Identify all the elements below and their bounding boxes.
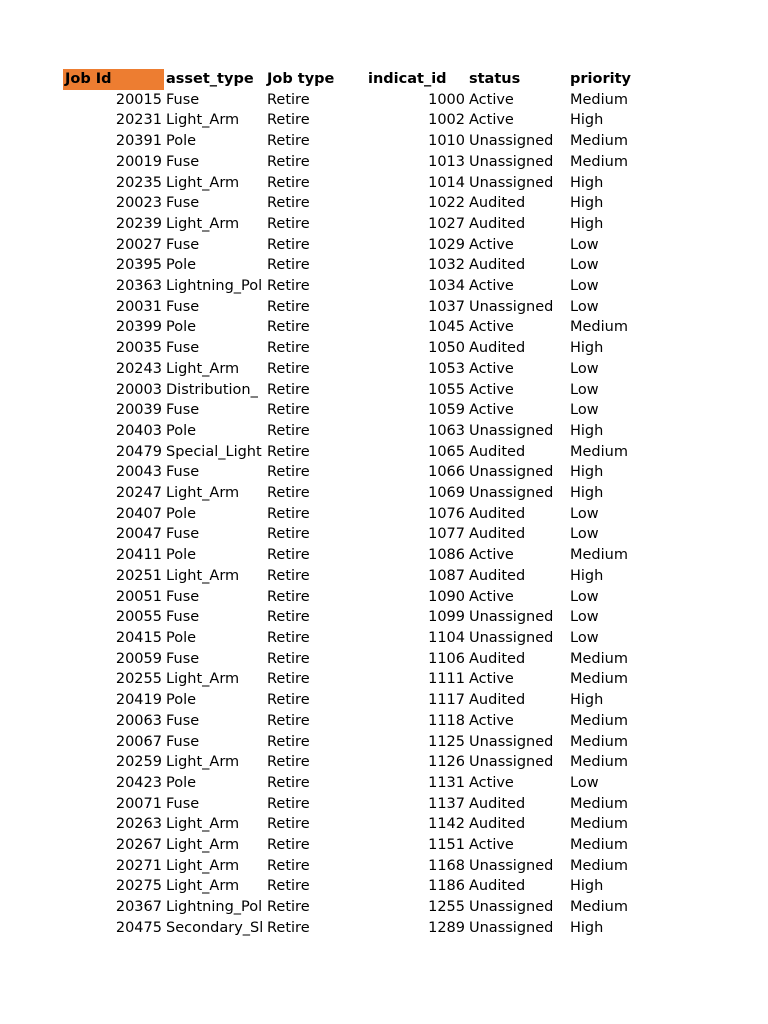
- table-row: [63, 359, 669, 380]
- table-row: [63, 442, 669, 463]
- status-cell[interactable]: Audited: [469, 505, 526, 522]
- job-id-cell[interactable]: 20043: [115, 464, 162, 481]
- asset-type-cell[interactable]: Pole: [166, 319, 197, 336]
- job-id-cell[interactable]: 20399: [115, 319, 162, 336]
- indicat-id-cell[interactable]: 1069: [428, 485, 465, 502]
- job-id-cell[interactable]: 20395: [115, 257, 162, 274]
- table-row: [63, 214, 669, 235]
- status-cell[interactable]: Active: [469, 236, 514, 253]
- status-cell[interactable]: Audited: [469, 650, 526, 667]
- job-id-cell[interactable]: 20479: [115, 443, 162, 460]
- indicat-id-cell[interactable]: 1063: [428, 422, 465, 439]
- asset-type-cell[interactable]: Pole: [166, 505, 197, 522]
- job-id-cell[interactable]: 20047: [115, 526, 162, 543]
- status-cell[interactable]: Unassigned: [469, 857, 554, 874]
- table-row: [63, 193, 669, 214]
- status-cell[interactable]: Unassigned: [469, 464, 554, 481]
- job-type-cell[interactable]: Retire: [267, 360, 310, 377]
- table-row: [63, 338, 669, 359]
- header-indicat-id[interactable]: indicat_id: [368, 71, 447, 87]
- indicat-id-cell[interactable]: 1059: [428, 402, 465, 419]
- indicat-id-cell[interactable]: 1118: [428, 712, 465, 729]
- priority-cell[interactable]: Medium: [570, 133, 628, 150]
- status-cell[interactable]: Audited: [469, 443, 526, 460]
- asset-type-cell[interactable]: Pole: [166, 422, 197, 439]
- asset-type-cell[interactable]: Pole: [166, 692, 197, 709]
- table-row: [63, 276, 669, 297]
- priority-cell[interactable]: Low: [570, 629, 599, 646]
- table-row: [63, 814, 669, 835]
- indicat-id-cell[interactable]: 1142: [428, 816, 465, 833]
- asset-type-cell[interactable]: Light_Arm: [166, 112, 240, 129]
- table-row: [63, 876, 669, 897]
- job-type-cell[interactable]: Retire: [267, 133, 310, 150]
- asset-type-cell[interactable]: Fuse: [166, 153, 200, 170]
- job-id-cell[interactable]: 20415: [115, 629, 162, 646]
- priority-cell[interactable]: Low: [570, 402, 599, 419]
- status-cell[interactable]: Audited: [469, 257, 526, 274]
- job-id-cell[interactable]: 20015: [115, 91, 162, 108]
- job-type-cell[interactable]: Retire: [267, 381, 310, 398]
- table-row: [63, 421, 669, 442]
- priority-cell[interactable]: Medium: [570, 857, 628, 874]
- asset-type-cell[interactable]: Light_Arm: [166, 174, 240, 191]
- priority-cell[interactable]: Medium: [570, 91, 628, 108]
- job-id-cell[interactable]: 20235: [115, 174, 162, 191]
- status-cell[interactable]: Unassigned: [469, 422, 554, 439]
- job-id-cell[interactable]: 20003: [115, 381, 162, 398]
- status-cell[interactable]: Active: [469, 402, 514, 419]
- job-id-cell[interactable]: 20039: [115, 402, 162, 419]
- job-id-cell[interactable]: 20391: [115, 133, 162, 150]
- priority-cell[interactable]: Medium: [570, 443, 628, 460]
- priority-cell[interactable]: High: [570, 112, 604, 129]
- indicat-id-cell[interactable]: 1099: [428, 609, 465, 626]
- asset-type-cell[interactable]: Light_Arm: [166, 837, 240, 854]
- asset-type-cell[interactable]: Light_Arm: [166, 878, 240, 895]
- job-id-cell[interactable]: 20403: [115, 422, 162, 439]
- table-row: [63, 504, 669, 525]
- job-type-cell[interactable]: Retire: [267, 733, 310, 750]
- priority-cell[interactable]: High: [570, 422, 604, 439]
- status-cell[interactable]: Active: [469, 774, 514, 791]
- job-type-cell[interactable]: Retire: [267, 795, 310, 812]
- job-type-cell[interactable]: Retire: [267, 547, 310, 564]
- job-id-cell[interactable]: 20055: [115, 609, 162, 626]
- indicat-id-cell[interactable]: 1106: [428, 650, 465, 667]
- priority-cell[interactable]: Low: [570, 360, 599, 377]
- table-row: [63, 587, 669, 608]
- status-cell[interactable]: Unassigned: [469, 153, 554, 170]
- job-id-cell[interactable]: 20035: [115, 340, 162, 357]
- asset-type-cell[interactable]: Fuse: [166, 526, 200, 543]
- priority-cell[interactable]: High: [570, 567, 604, 584]
- asset-type-cell[interactable]: Light_Arm: [166, 816, 240, 833]
- job-type-cell[interactable]: Retire: [267, 609, 310, 626]
- job-type-cell[interactable]: Retire: [267, 650, 310, 667]
- job-id-cell[interactable]: 20239: [115, 215, 162, 232]
- job-type-cell[interactable]: Retire: [267, 505, 310, 522]
- job-type-cell[interactable]: Retire: [267, 526, 310, 543]
- indicat-id-cell[interactable]: 1053: [428, 360, 465, 377]
- asset-type-cell[interactable]: Fuse: [166, 650, 200, 667]
- job-type-cell[interactable]: Retire: [267, 298, 310, 315]
- job-type-cell[interactable]: Retire: [267, 692, 310, 709]
- priority-cell[interactable]: High: [570, 485, 604, 502]
- asset-type-cell[interactable]: Pole: [166, 774, 197, 791]
- table-row: [63, 297, 669, 318]
- table-row: [63, 483, 669, 504]
- asset-type-cell[interactable]: Light_Arm: [166, 671, 240, 688]
- priority-cell[interactable]: Medium: [570, 795, 628, 812]
- priority-cell[interactable]: High: [570, 174, 604, 191]
- job-type-cell[interactable]: Retire: [267, 422, 310, 439]
- job-type-cell[interactable]: Retire: [267, 257, 310, 274]
- asset-type-cell[interactable]: Distribution_: [166, 381, 258, 398]
- asset-type-cell[interactable]: Fuse: [166, 712, 200, 729]
- job-id-cell[interactable]: 20051: [115, 588, 162, 605]
- priority-cell[interactable]: High: [570, 464, 604, 481]
- job-id-cell[interactable]: 20423: [115, 774, 162, 791]
- priority-cell[interactable]: Low: [570, 588, 599, 605]
- status-cell[interactable]: Unassigned: [469, 174, 554, 191]
- status-cell[interactable]: Active: [469, 91, 514, 108]
- asset-type-cell[interactable]: Fuse: [166, 91, 200, 108]
- job-table: [63, 69, 669, 939]
- job-id-cell[interactable]: 20367: [115, 899, 162, 916]
- asset-type-cell[interactable]: Light_Arm: [166, 567, 240, 584]
- table-row: [63, 835, 669, 856]
- priority-cell[interactable]: Medium: [570, 712, 628, 729]
- spreadsheet: [63, 69, 669, 939]
- asset-type-cell[interactable]: Secondary_Sl: [166, 919, 264, 936]
- job-type-cell[interactable]: Retire: [267, 195, 310, 212]
- status-cell[interactable]: Unassigned: [469, 298, 554, 315]
- indicat-id-cell[interactable]: 1168: [428, 857, 465, 874]
- asset-type-cell[interactable]: Fuse: [166, 402, 200, 419]
- job-type-cell[interactable]: Retire: [267, 174, 310, 191]
- asset-type-cell[interactable]: Light_Arm: [166, 857, 240, 874]
- indicat-id-cell[interactable]: 1137: [428, 795, 465, 812]
- indicat-id-cell[interactable]: 1013: [428, 153, 465, 170]
- priority-cell[interactable]: Medium: [570, 547, 628, 564]
- job-type-cell[interactable]: Retire: [267, 754, 310, 771]
- table-row: [63, 794, 669, 815]
- status-cell[interactable]: Active: [469, 588, 514, 605]
- indicat-id-cell[interactable]: 1034: [428, 278, 465, 295]
- table-row: [63, 400, 669, 421]
- status-cell[interactable]: Active: [469, 278, 514, 295]
- priority-cell[interactable]: Medium: [570, 837, 628, 854]
- priority-cell[interactable]: High: [570, 692, 604, 709]
- job-type-cell[interactable]: Retire: [267, 857, 310, 874]
- table-row: [63, 918, 669, 939]
- job-id-cell[interactable]: 20059: [115, 650, 162, 667]
- priority-cell[interactable]: Medium: [570, 671, 628, 688]
- table-row: [63, 545, 669, 566]
- table-row: [63, 173, 669, 194]
- job-id-cell[interactable]: 20267: [115, 837, 162, 854]
- status-cell[interactable]: Unassigned: [469, 485, 554, 502]
- status-cell[interactable]: Unassigned: [469, 754, 554, 771]
- priority-cell[interactable]: Low: [570, 236, 599, 253]
- indicat-id-cell[interactable]: 1027: [428, 215, 465, 232]
- asset-type-cell[interactable]: Fuse: [166, 588, 200, 605]
- status-cell[interactable]: Active: [469, 671, 514, 688]
- table-row: [63, 711, 669, 732]
- indicat-id-cell[interactable]: 1066: [428, 464, 465, 481]
- priority-cell[interactable]: Medium: [570, 754, 628, 771]
- job-type-cell[interactable]: Retire: [267, 91, 310, 108]
- table-row: [63, 462, 669, 483]
- asset-type-cell[interactable]: Fuse: [166, 609, 200, 626]
- job-id-cell[interactable]: 20419: [115, 692, 162, 709]
- table-row: [63, 152, 669, 173]
- indicat-id-cell[interactable]: 1125: [428, 733, 465, 750]
- job-type-cell[interactable]: Retire: [267, 236, 310, 253]
- status-cell[interactable]: Active: [469, 112, 514, 129]
- table-row: [63, 131, 669, 152]
- job-id-cell[interactable]: 20067: [115, 733, 162, 750]
- status-cell[interactable]: Unassigned: [469, 629, 554, 646]
- priority-cell[interactable]: Low: [570, 278, 599, 295]
- job-type-cell[interactable]: Retire: [267, 402, 310, 419]
- indicat-id-cell[interactable]: 1032: [428, 257, 465, 274]
- indicat-id-cell[interactable]: 1022: [428, 195, 465, 212]
- indicat-id-cell[interactable]: 1090: [428, 588, 465, 605]
- indicat-id-cell[interactable]: 1131: [428, 774, 465, 791]
- job-type-cell[interactable]: Retire: [267, 485, 310, 502]
- job-id-cell[interactable]: 20407: [115, 505, 162, 522]
- job-id-cell[interactable]: 20023: [115, 195, 162, 212]
- status-cell[interactable]: Audited: [469, 526, 526, 543]
- job-type-cell[interactable]: Retire: [267, 112, 310, 129]
- job-id-cell[interactable]: 20031: [115, 298, 162, 315]
- header-job-type[interactable]: Job type: [267, 71, 335, 87]
- job-type-cell[interactable]: Retire: [267, 919, 310, 936]
- job-id-cell[interactable]: 20027: [115, 236, 162, 253]
- asset-type-cell[interactable]: Lightning_Pol: [166, 899, 263, 916]
- priority-cell[interactable]: Medium: [570, 816, 628, 833]
- asset-type-cell[interactable]: Light_Arm: [166, 485, 240, 502]
- asset-type-cell[interactable]: Fuse: [166, 298, 200, 315]
- priority-cell[interactable]: Medium: [570, 650, 628, 667]
- table-row: [63, 690, 669, 711]
- priority-cell[interactable]: Low: [570, 774, 599, 791]
- header-status[interactable]: status: [469, 71, 521, 87]
- job-id-cell[interactable]: 20263: [115, 816, 162, 833]
- job-type-cell[interactable]: Retire: [267, 816, 310, 833]
- status-cell[interactable]: Audited: [469, 215, 526, 232]
- table-row: [63, 235, 669, 256]
- priority-cell[interactable]: Medium: [570, 153, 628, 170]
- job-type-cell[interactable]: Retire: [267, 443, 310, 460]
- job-id-cell[interactable]: 20019: [115, 153, 162, 170]
- indicat-id-cell[interactable]: 1186: [428, 878, 465, 895]
- job-type-cell[interactable]: Retire: [267, 464, 310, 481]
- status-cell[interactable]: Audited: [469, 340, 526, 357]
- indicat-id-cell[interactable]: 1000: [428, 91, 465, 108]
- status-cell[interactable]: Audited: [469, 567, 526, 584]
- indicat-id-cell[interactable]: 1104: [428, 629, 465, 646]
- table-row: [63, 669, 669, 690]
- asset-type-cell[interactable]: Fuse: [166, 195, 200, 212]
- asset-type-cell[interactable]: Pole: [166, 257, 197, 274]
- table-row: [63, 566, 669, 587]
- job-type-cell[interactable]: Retire: [267, 712, 310, 729]
- indicat-id-cell[interactable]: 1087: [428, 567, 465, 584]
- job-type-cell[interactable]: Retire: [267, 588, 310, 605]
- indicat-id-cell[interactable]: 1117: [428, 692, 465, 709]
- indicat-id-cell[interactable]: 1050: [428, 340, 465, 357]
- asset-type-cell[interactable]: Pole: [166, 547, 197, 564]
- asset-type-cell[interactable]: Special_Light: [166, 443, 262, 460]
- job-type-cell[interactable]: Retire: [267, 671, 310, 688]
- priority-cell[interactable]: Low: [570, 257, 599, 274]
- indicat-id-cell[interactable]: 1065: [428, 443, 465, 460]
- table-row: [63, 380, 669, 401]
- asset-type-cell[interactable]: Fuse: [166, 795, 200, 812]
- job-type-cell[interactable]: Retire: [267, 774, 310, 791]
- indicat-id-cell[interactable]: 1055: [428, 381, 465, 398]
- table-row: [63, 90, 669, 111]
- table-row: [63, 732, 669, 753]
- status-cell[interactable]: Active: [469, 837, 514, 854]
- indicat-id-cell[interactable]: 1037: [428, 298, 465, 315]
- asset-type-cell[interactable]: Lightning_Pol: [166, 278, 263, 295]
- indicat-id-cell[interactable]: 1126: [428, 754, 465, 771]
- status-cell[interactable]: Active: [469, 712, 514, 729]
- table-row: [63, 856, 669, 877]
- job-id-cell[interactable]: 20255: [115, 671, 162, 688]
- table-row: [63, 255, 669, 276]
- job-type-cell[interactable]: Retire: [267, 837, 310, 854]
- table-row: [63, 524, 669, 545]
- table-row: [63, 607, 669, 628]
- job-id-cell[interactable]: 20259: [115, 754, 162, 771]
- status-cell[interactable]: Unassigned: [469, 919, 554, 936]
- indicat-id-cell[interactable]: 1111: [428, 671, 465, 688]
- priority-cell[interactable]: Medium: [570, 733, 628, 750]
- asset-type-cell[interactable]: Light_Arm: [166, 215, 240, 232]
- job-type-cell[interactable]: Retire: [267, 567, 310, 584]
- job-type-cell[interactable]: Retire: [267, 215, 310, 232]
- indicat-id-cell[interactable]: 1010: [428, 133, 465, 150]
- table-row: [63, 752, 669, 773]
- priority-cell[interactable]: Medium: [570, 899, 628, 916]
- job-type-cell[interactable]: Retire: [267, 878, 310, 895]
- status-cell[interactable]: Active: [469, 381, 514, 398]
- header-row: [63, 69, 669, 90]
- status-cell[interactable]: Unassigned: [469, 609, 554, 626]
- job-type-cell[interactable]: Retire: [267, 153, 310, 170]
- status-cell[interactable]: Audited: [469, 692, 526, 709]
- job-type-cell[interactable]: Retire: [267, 340, 310, 357]
- indicat-id-cell[interactable]: 1002: [428, 112, 465, 129]
- priority-cell[interactable]: Low: [570, 298, 599, 315]
- priority-cell[interactable]: High: [570, 195, 604, 212]
- asset-type-cell[interactable]: Fuse: [166, 464, 200, 481]
- status-cell[interactable]: Active: [469, 319, 514, 336]
- job-id-cell[interactable]: 20063: [115, 712, 162, 729]
- table-row: [63, 628, 669, 649]
- asset-type-cell[interactable]: Fuse: [166, 733, 200, 750]
- status-cell[interactable]: Unassigned: [469, 133, 554, 150]
- status-cell[interactable]: Unassigned: [469, 899, 554, 916]
- indicat-id-cell[interactable]: 1289: [428, 919, 465, 936]
- indicat-id-cell[interactable]: 1029: [428, 236, 465, 253]
- priority-cell[interactable]: High: [570, 878, 604, 895]
- job-id-cell[interactable]: 20247: [115, 485, 162, 502]
- table-row: [63, 897, 669, 918]
- asset-type-cell[interactable]: Light_Arm: [166, 360, 240, 377]
- table-row: [63, 773, 669, 794]
- indicat-id-cell[interactable]: 1076: [428, 505, 465, 522]
- status-cell[interactable]: Audited: [469, 795, 526, 812]
- status-cell[interactable]: Audited: [469, 195, 526, 212]
- priority-cell[interactable]: Low: [570, 381, 599, 398]
- priority-cell[interactable]: High: [570, 340, 604, 357]
- indicat-id-cell[interactable]: 1255: [428, 899, 465, 916]
- status-cell[interactable]: Active: [469, 547, 514, 564]
- job-id-cell[interactable]: 20243: [115, 360, 162, 377]
- status-cell[interactable]: Audited: [469, 816, 526, 833]
- job-type-cell[interactable]: Retire: [267, 629, 310, 646]
- job-type-cell[interactable]: Retire: [267, 899, 310, 916]
- priority-cell[interactable]: High: [570, 919, 604, 936]
- asset-type-cell[interactable]: Pole: [166, 133, 197, 150]
- job-id-cell[interactable]: 20231: [115, 112, 162, 129]
- priority-cell[interactable]: Low: [570, 526, 599, 543]
- indicat-id-cell[interactable]: 1045: [428, 319, 465, 336]
- indicat-id-cell[interactable]: 1151: [428, 837, 465, 854]
- job-type-cell[interactable]: Retire: [267, 278, 310, 295]
- priority-cell[interactable]: Low: [570, 505, 599, 522]
- indicat-id-cell[interactable]: 1077: [428, 526, 465, 543]
- table-row: [63, 317, 669, 338]
- priority-cell[interactable]: Low: [570, 609, 599, 626]
- job-id-cell[interactable]: 20271: [115, 857, 162, 874]
- table-body: [63, 90, 669, 939]
- job-id-cell[interactable]: 20275: [115, 878, 162, 895]
- job-id-cell[interactable]: 20411: [115, 547, 162, 564]
- asset-type-cell[interactable]: Fuse: [166, 340, 200, 357]
- priority-cell[interactable]: High: [570, 215, 604, 232]
- status-cell[interactable]: Unassigned: [469, 733, 554, 750]
- header-asset-type[interactable]: asset_type: [166, 71, 254, 87]
- priority-cell[interactable]: Medium: [570, 319, 628, 336]
- status-cell[interactable]: Audited: [469, 878, 526, 895]
- header-job-id[interactable]: Job Id: [63, 69, 164, 90]
- status-cell[interactable]: Active: [469, 360, 514, 377]
- job-id-cell[interactable]: 20251: [115, 567, 162, 584]
- table-row: [63, 110, 669, 131]
- asset-type-cell[interactable]: Pole: [166, 629, 197, 646]
- asset-type-cell[interactable]: Light_Arm: [166, 754, 240, 771]
- header-priority[interactable]: priority: [570, 71, 631, 87]
- job-id-cell[interactable]: 20363: [115, 278, 162, 295]
- job-id-cell[interactable]: 20071: [115, 795, 162, 812]
- asset-type-cell[interactable]: Fuse: [166, 236, 200, 253]
- table-row: [63, 649, 669, 670]
- indicat-id-cell[interactable]: 1014: [428, 174, 465, 191]
- job-type-cell[interactable]: Retire: [267, 319, 310, 336]
- job-id-cell[interactable]: 20475: [115, 919, 162, 936]
- indicat-id-cell[interactable]: 1086: [428, 547, 465, 564]
